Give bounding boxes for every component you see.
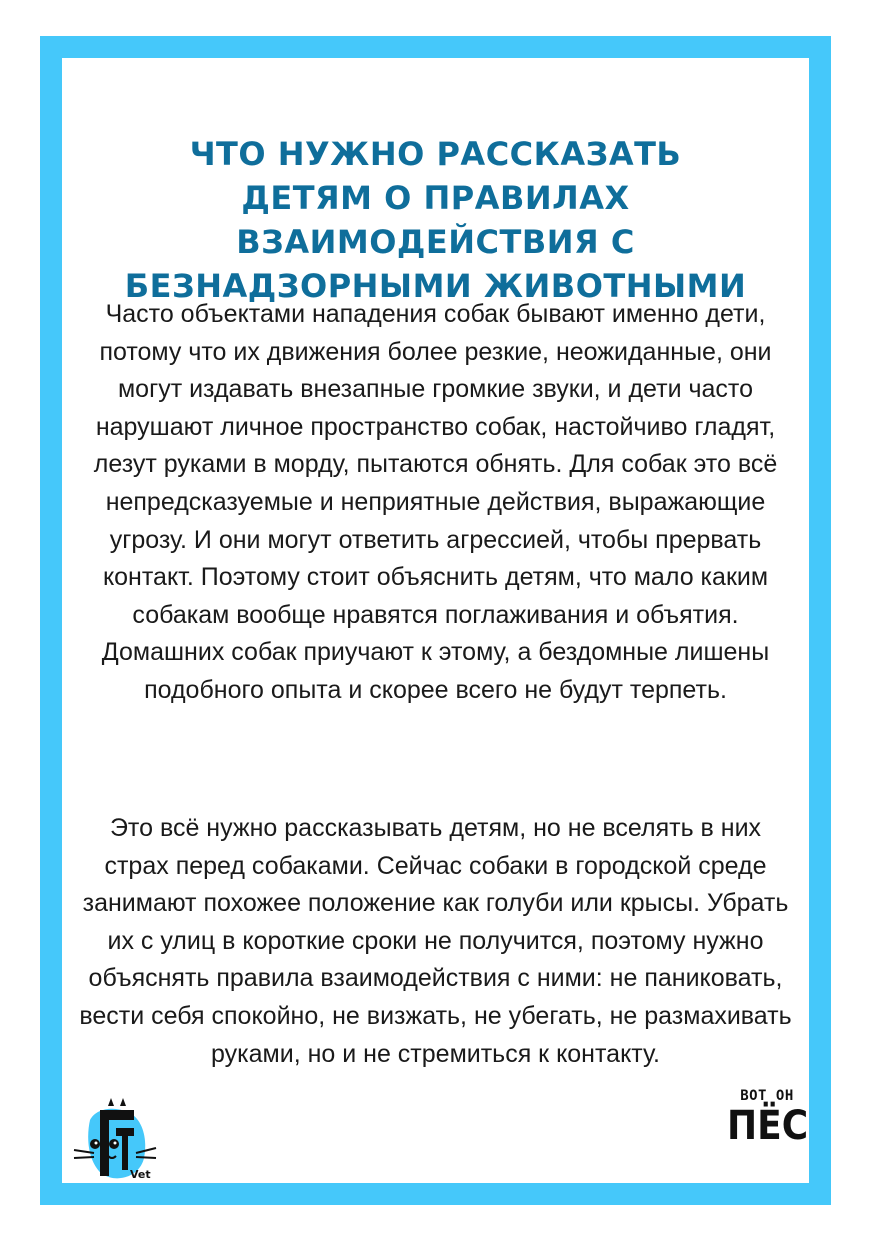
page-frame [40,36,831,1205]
vot-on-pes-logo [727,1088,807,1178]
paragraph-1: Часто объектами нападения собак бывают именно дети, потому что их движения более резкие, неожиданные, они могут издавать внезапные громкие звуки, и дети часто нарушают личное пространство собак, настойчиво гладят, лезут руками в морду, пытаются обнять. Для собак это всё непредсказуемые и неприятные действия, выражающие угрозу. И они могут ответить агрессией, чтобы прервать контакт. Поэтому стоит объяснить детям, что мало каким собакам вообще нравятся поглаживания и объятия. Домашних собак приучают к этому, а бездомные лишены подобного опыта и скорее всего не будут терпеть. [93,300,778,704]
cat-vet-icon [72,1098,158,1184]
vet-label: Vet [130,1168,151,1181]
paragraph-2: Это всё нужно рассказывать детям, но не вселять в них страх перед собаками. Сейчас собаки в городской среде занимают похожее положение как голуби или крысы. Убрать их с улиц в короткие сроки не получится, поэтому нужно объяснять правила взаимодействия с ними: не паниковать, вести себя спокойно, не визжать, не убегать, не размахивать руками, но и не стремиться к контакту. [79,814,792,1068]
cat-vet-logo [72,1098,158,1184]
logo-line1: ВОТ ОН [740,1088,794,1104]
page-title: ЧТО НУЖНО РАССКАЗАТЬ ДЕТЯМ О ПРАВИЛАХ ВЗАИМОДЕЙСТВИЯ С БЕЗНАДЗОРНЫМИ ЖИВОТНЫМИ [124,135,747,305]
logo-line2: ПЁС [727,1103,809,1149]
